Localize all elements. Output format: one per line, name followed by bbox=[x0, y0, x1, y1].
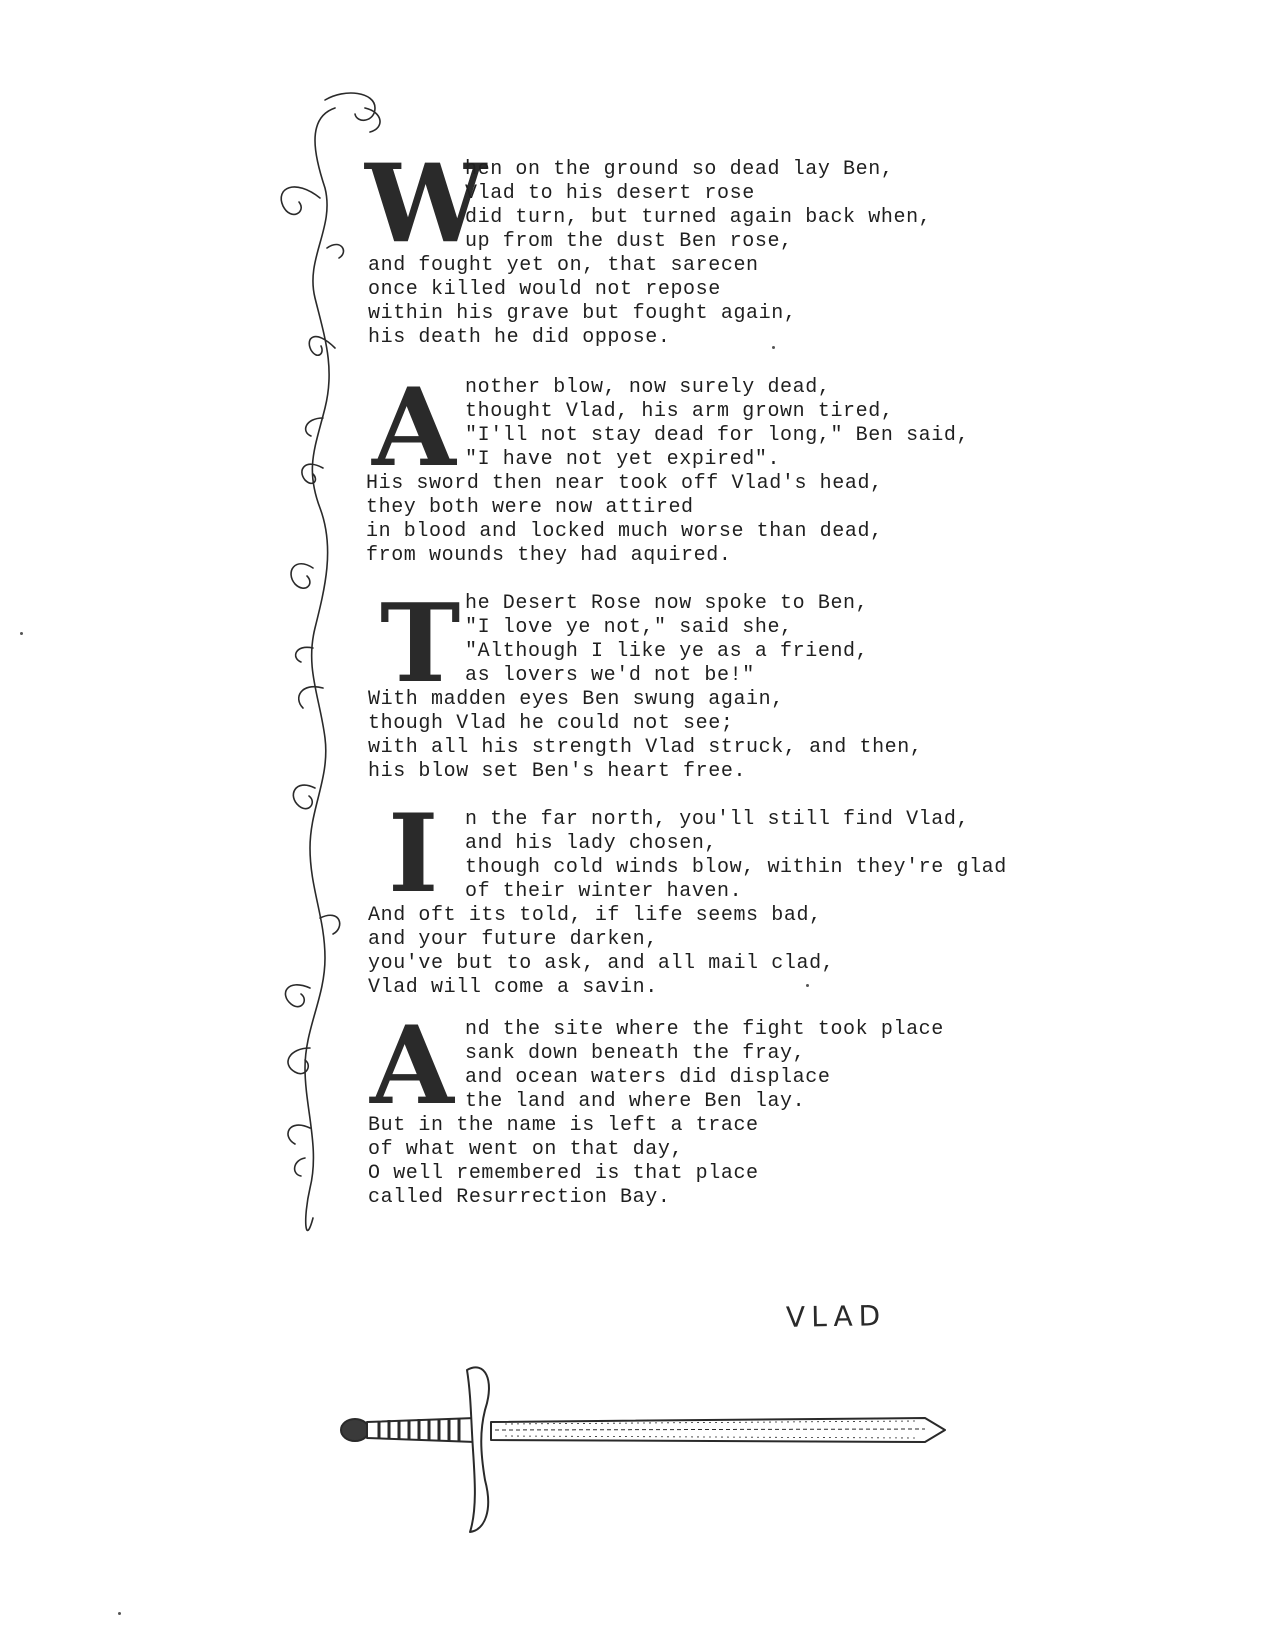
verse-line: and ocean waters did displace bbox=[465, 1066, 831, 1089]
verse-line: as lovers we'd not be!" bbox=[465, 664, 755, 687]
drop-cap-initial: A bbox=[370, 1003, 454, 1129]
verse-line: nd the site where the fight took place bbox=[465, 1018, 944, 1041]
verse-line: thought Vlad, his arm grown tired, bbox=[465, 400, 894, 423]
paper-speck bbox=[806, 984, 809, 987]
verse-line: sank down beneath the fray, bbox=[465, 1042, 806, 1065]
verse-line: of their winter haven. bbox=[465, 880, 743, 903]
drop-cap-initial: A bbox=[372, 365, 456, 491]
verse-line: they both were now attired bbox=[366, 496, 694, 519]
verse-line: n the far north, you'll still find Vlad, bbox=[465, 808, 970, 831]
drop-cap-initial: W bbox=[365, 141, 487, 267]
verse-line: he Desert Rose now spoke to Ben, bbox=[465, 592, 869, 615]
verse-line: nother blow, now surely dead, bbox=[465, 376, 831, 399]
drop-cap-initial: T bbox=[380, 581, 461, 707]
verse-line: hen on the ground so dead lay Ben, bbox=[465, 158, 894, 181]
verse-line: once killed would not repose bbox=[368, 278, 721, 301]
verse-line: within his grave but fought again, bbox=[368, 302, 797, 325]
verse-line: up from the dust Ben rose, bbox=[465, 230, 793, 253]
verse-line: and your future darken, bbox=[368, 928, 658, 951]
verse-line: called Resurrection Bay. bbox=[368, 1186, 671, 1209]
verse-line: Vlad to his desert rose bbox=[465, 182, 755, 205]
verse-line: though cold winds blow, within they're glad bbox=[465, 856, 1007, 879]
verse-line: you've but to ask, and all mail clad, bbox=[368, 952, 835, 975]
verse-line: though Vlad he could not see; bbox=[368, 712, 734, 735]
verse-line: His sword then near took off Vlad's head, bbox=[366, 472, 883, 495]
paper-speck bbox=[772, 346, 775, 349]
verse-line: with all his strength Vlad struck, and then, bbox=[368, 736, 923, 759]
verse-line: from wounds they had aquired. bbox=[366, 544, 732, 567]
paper-speck bbox=[20, 632, 23, 635]
verse-line: and his lady chosen, bbox=[465, 832, 718, 855]
verse-line: "Although I like ye as a friend, bbox=[465, 640, 869, 663]
verse-line: "I have not yet expired". bbox=[465, 448, 781, 471]
verse-line: O well remembered is that place bbox=[368, 1162, 759, 1185]
verse-line: the land and where Ben lay. bbox=[465, 1090, 806, 1113]
verse-line: With madden eyes Ben swung again, bbox=[368, 688, 784, 711]
verse-line: "I love ye not," said she, bbox=[465, 616, 793, 639]
verse-line: his blow set Ben's heart free. bbox=[368, 760, 747, 783]
verse-line: Vlad will come a savin. bbox=[368, 976, 658, 999]
paper-speck bbox=[118, 1612, 121, 1615]
verse-line: But in the name is left a trace bbox=[368, 1114, 759, 1137]
verse-line: and fought yet on, that sarecen bbox=[368, 254, 759, 277]
verse-line: in blood and locked much worse than dead, bbox=[366, 520, 883, 543]
verse-line: did turn, but turned again back when, bbox=[465, 206, 932, 229]
verse-line: of what went on that day, bbox=[368, 1138, 684, 1161]
author-signature: VLAD bbox=[785, 1299, 887, 1334]
verse-line: And oft its told, if life seems bad, bbox=[368, 904, 822, 927]
verse-line: "I'll not stay dead for long," Ben said, bbox=[465, 424, 970, 447]
sword-illustration bbox=[335, 1350, 995, 1540]
drop-cap-initial: I bbox=[388, 791, 439, 917]
verse-line: his death he did oppose. bbox=[368, 326, 671, 349]
